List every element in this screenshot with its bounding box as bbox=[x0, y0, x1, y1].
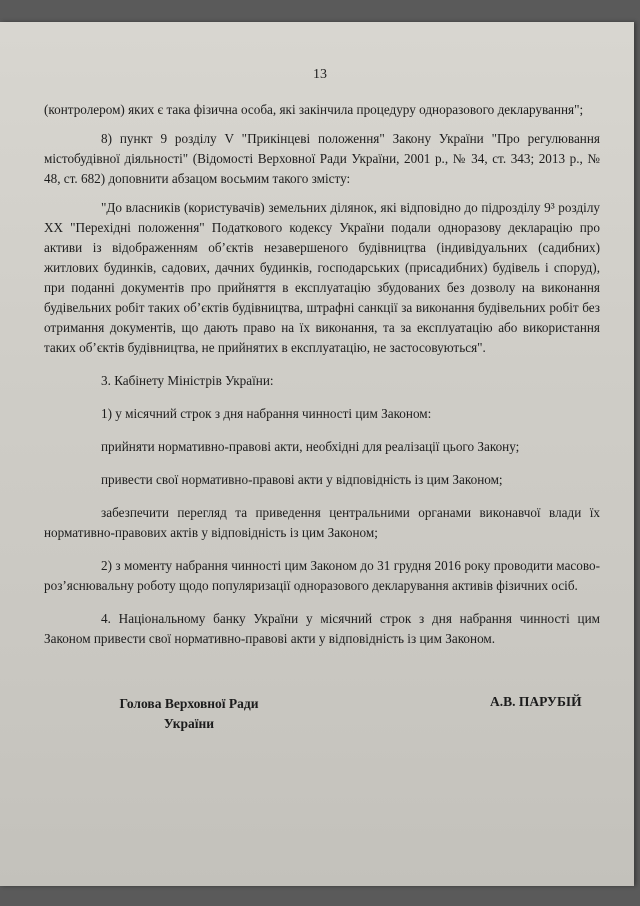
paragraph-ensure-review: забезпечити перегляд та приведення центральними органами виконавчої влади їх нормативно-правових актів у відповідність із цим Законом; bbox=[44, 505, 600, 540]
paragraph-quoted-amendment: "До власників (користувачів) земельних ділянок, які відповідно до підрозділу 9³ розділу XX "Перехідні положення" Податкового кодексу України подали одноразову декларацію про активи із відображенням об’єктів незавершеного будівництва (індивідуальних (садибних) житлових будинків, садових, дачних будинків, господарських (присадибних) будівель і споруд), при поданні документів про прийняття в експлуатацію збудованих без дозволу на виконання будівельних робіт таких об’єктів будівництва, штрафні санкції за виконання будівельних робіт без отримання документів, що дають право на їх виконання, та за експлуатацію або використання таких об’єктів будівництва, не прийнятих в експлуатацію, не застосовуються". bbox=[44, 200, 600, 355]
paragraph-align-acts: привести свої нормативно-правові акти у відповідність із цим Законом; bbox=[101, 472, 503, 487]
signatory-title bbox=[104, 694, 274, 734]
signatory-name: А.В. ПАРУБІЙ bbox=[490, 694, 582, 709]
page-number: 13 bbox=[313, 67, 327, 82]
paragraph-subitem-2: 2) з моменту набрання чинності цим Законом до 31 грудня 2016 року проводити масово-роз’яснювальну роботу щодо популяризації одноразового декларування активів фізичних осіб. bbox=[44, 558, 600, 593]
paragraph-section-3: 3. Кабінету Міністрів України: bbox=[101, 373, 274, 388]
signatory-title-line-1: Голова Верховної Ради bbox=[119, 696, 259, 711]
paragraph-subitem-1: 1) у місячний строк з дня набрання чинності цим Законом: bbox=[101, 406, 432, 421]
document-body bbox=[44, 100, 600, 649]
paragraph-item-8: 8) пункт 9 розділу V "Прикінцеві положення" Закону України "Про регулювання містобудівної діяльності" (Відомості Верховної Ради України, 2001 р., № 34, ст. 343; 2013 р., № 48, ст. 682) доповнити абзацом восьмим такого змісту: bbox=[44, 131, 600, 186]
paragraph-section-4: 4. Національному банку України у місячний строк з дня набрання чинності цим Законом привести свої нормативно-правові акти у відповідність із цим Законом. bbox=[44, 611, 600, 646]
paragraph-adopt-acts: прийняти нормативно-правові акти, необхідні для реалізації цього Закону; bbox=[101, 439, 520, 454]
signatory-title-line-2: України bbox=[163, 716, 215, 731]
paragraph-continuation: (контролером) яких є така фізична особа, які закінчила процедуру одноразового декларування"; bbox=[44, 102, 584, 117]
